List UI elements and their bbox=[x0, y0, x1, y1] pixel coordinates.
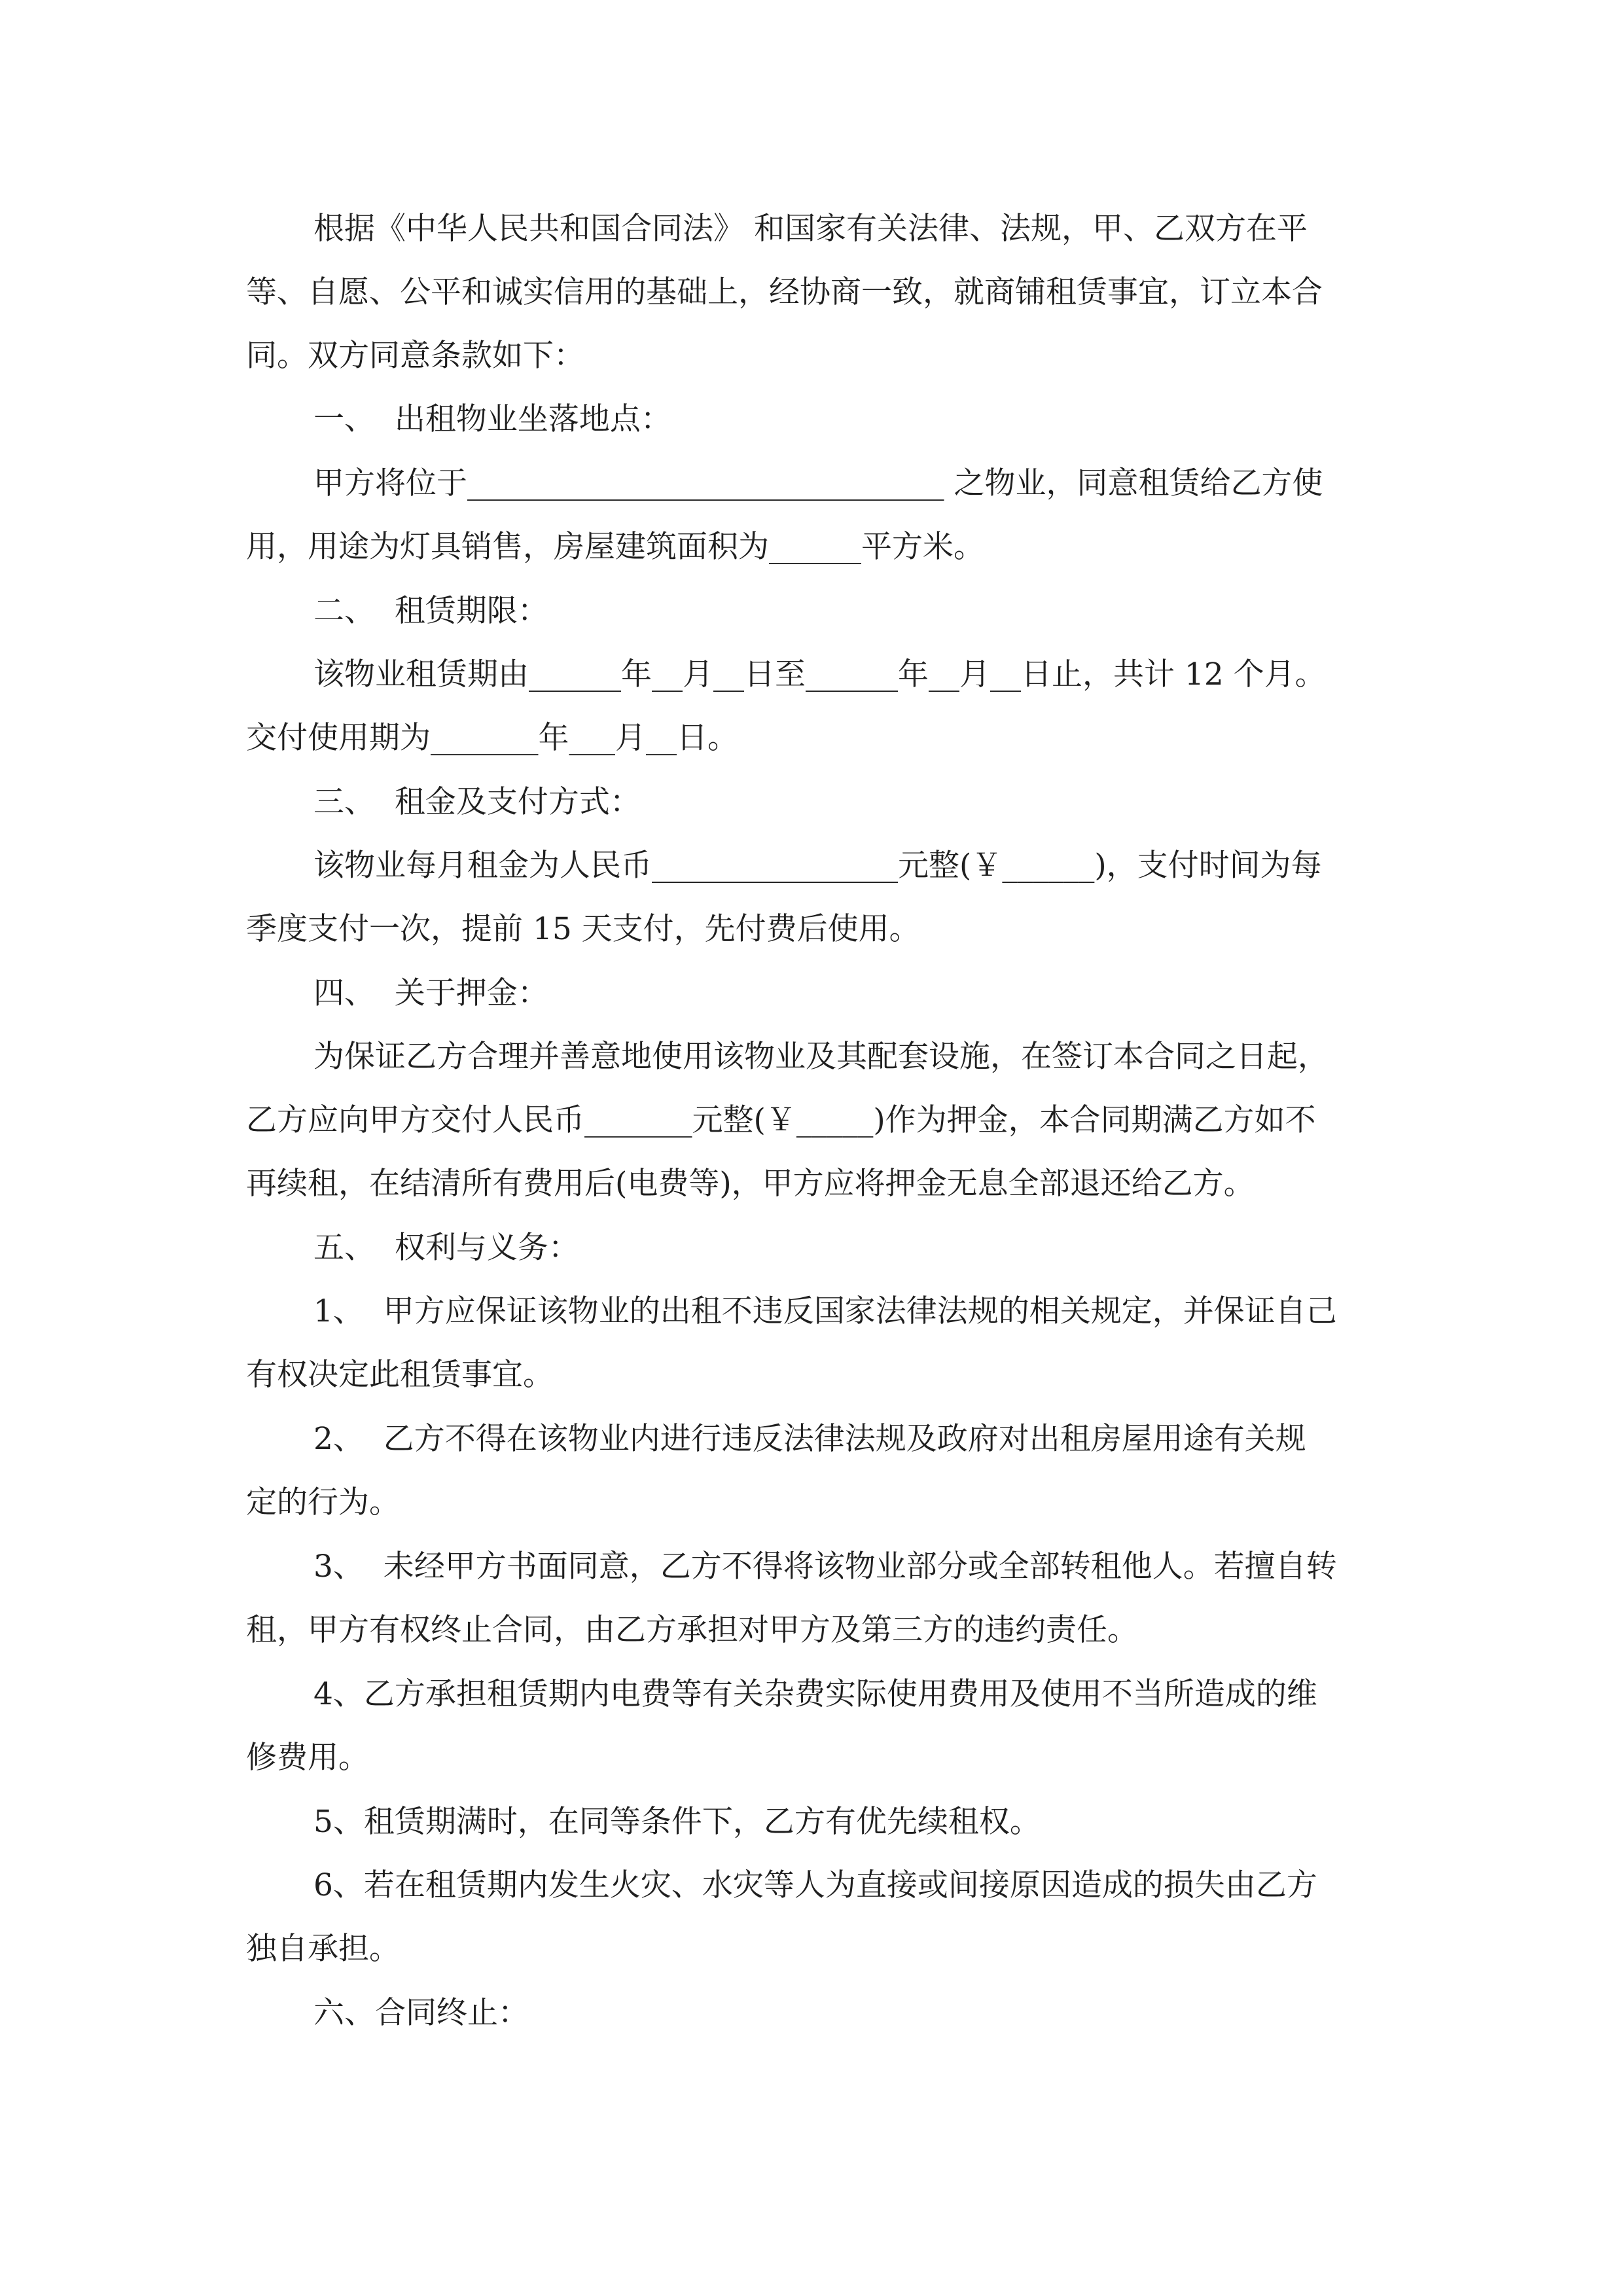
section-1-line-1: 甲方将位于_______________________________ 之物业，同意租赁给乙方使 bbox=[313, 465, 1323, 501]
item-2-line-2: 定的行为。 bbox=[246, 1484, 400, 1520]
item-6-line-1: 6、若在租赁期内发生火灾、水灾等人为直接或间接原因造成的损失由乙方 bbox=[313, 1867, 1317, 1903]
section-4-title: 四、 关于押金： bbox=[313, 975, 548, 1011]
item-6-line-2: 独自承担。 bbox=[246, 1931, 400, 1967]
section-4-line-2: 乙方应向甲方交付人民币_______元整(￥_____)作为押金，本合同期满乙方如不 bbox=[246, 1102, 1316, 1138]
section-2-title: 二、 租赁期限： bbox=[313, 593, 548, 629]
section-4-line-3: 再续租，在结清所有费用后(电费等)，甲方应将押金无息全部退还给乙方。 bbox=[246, 1166, 1255, 1202]
item-2-line-1: 2、 乙方不得在该物业内进行违反法律法规及政府对出租房屋用途有关规 bbox=[313, 1421, 1306, 1457]
section-1-title: 一、 出租物业坐落地点： bbox=[313, 401, 671, 437]
section-6-title: 六、合同终止： bbox=[313, 1995, 529, 2031]
item-1-line-1: 1、 甲方应保证该物业的出租不违反国家法律法规的相关规定，并保证自己 bbox=[313, 1293, 1337, 1329]
section-1-line-2: 用，用途为灯具销售，房屋建筑面积为______平方米。 bbox=[246, 529, 984, 565]
intro-line-3: 同。双方同意条款如下： bbox=[246, 338, 584, 374]
section-2-line-2: 交付使用期为_______年___月__日。 bbox=[246, 720, 738, 756]
section-5-title: 五、 权利与义务： bbox=[313, 1230, 579, 1266]
section-4-line-1: 为保证乙方合理并善意地使用该物业及其配套设施，在签订本合同之日起， bbox=[313, 1039, 1329, 1075]
intro-line-1: 根据《中华人民共和国合同法》 和国家有关法律、法规，甲、乙双方在平 bbox=[313, 211, 1308, 247]
item-5-line-1: 5、租赁期满时，在同等条件下，乙方有优先续租权。 bbox=[313, 1804, 1041, 1840]
intro-line-2: 等、自愿、公平和诚实信用的基础上，经协商一致，就商铺租赁事宜，订立本合 bbox=[246, 274, 1323, 310]
section-2-line-1: 该物业租赁期由______年__月__日至______年__月__日止，共计 12 个月。 bbox=[313, 656, 1326, 692]
section-3-line-1: 该物业每月租金为人民币________________元整(￥______)，支付时间为每 bbox=[313, 848, 1322, 884]
item-4-line-1: 4、乙方承担租赁期内电费等有关杂费实际使用费用及使用不当所造成的维 bbox=[313, 1676, 1317, 1712]
item-3-line-1: 3、 未经甲方书面同意，乙方不得将该物业部分或全部转租他人。若擅自转 bbox=[313, 1549, 1337, 1585]
section-3-line-2: 季度支付一次，提前 15 天支付，先付费后使用。 bbox=[246, 911, 920, 947]
section-3-title: 三、 租金及支付方式： bbox=[313, 784, 641, 820]
item-3-line-2: 租，甲方有权终止合同，由乙方承担对甲方及第三方的违约责任。 bbox=[246, 1612, 1138, 1648]
item-1-line-2: 有权决定此租赁事宜。 bbox=[246, 1357, 554, 1393]
item-4-line-2: 修费用。 bbox=[246, 1740, 369, 1776]
